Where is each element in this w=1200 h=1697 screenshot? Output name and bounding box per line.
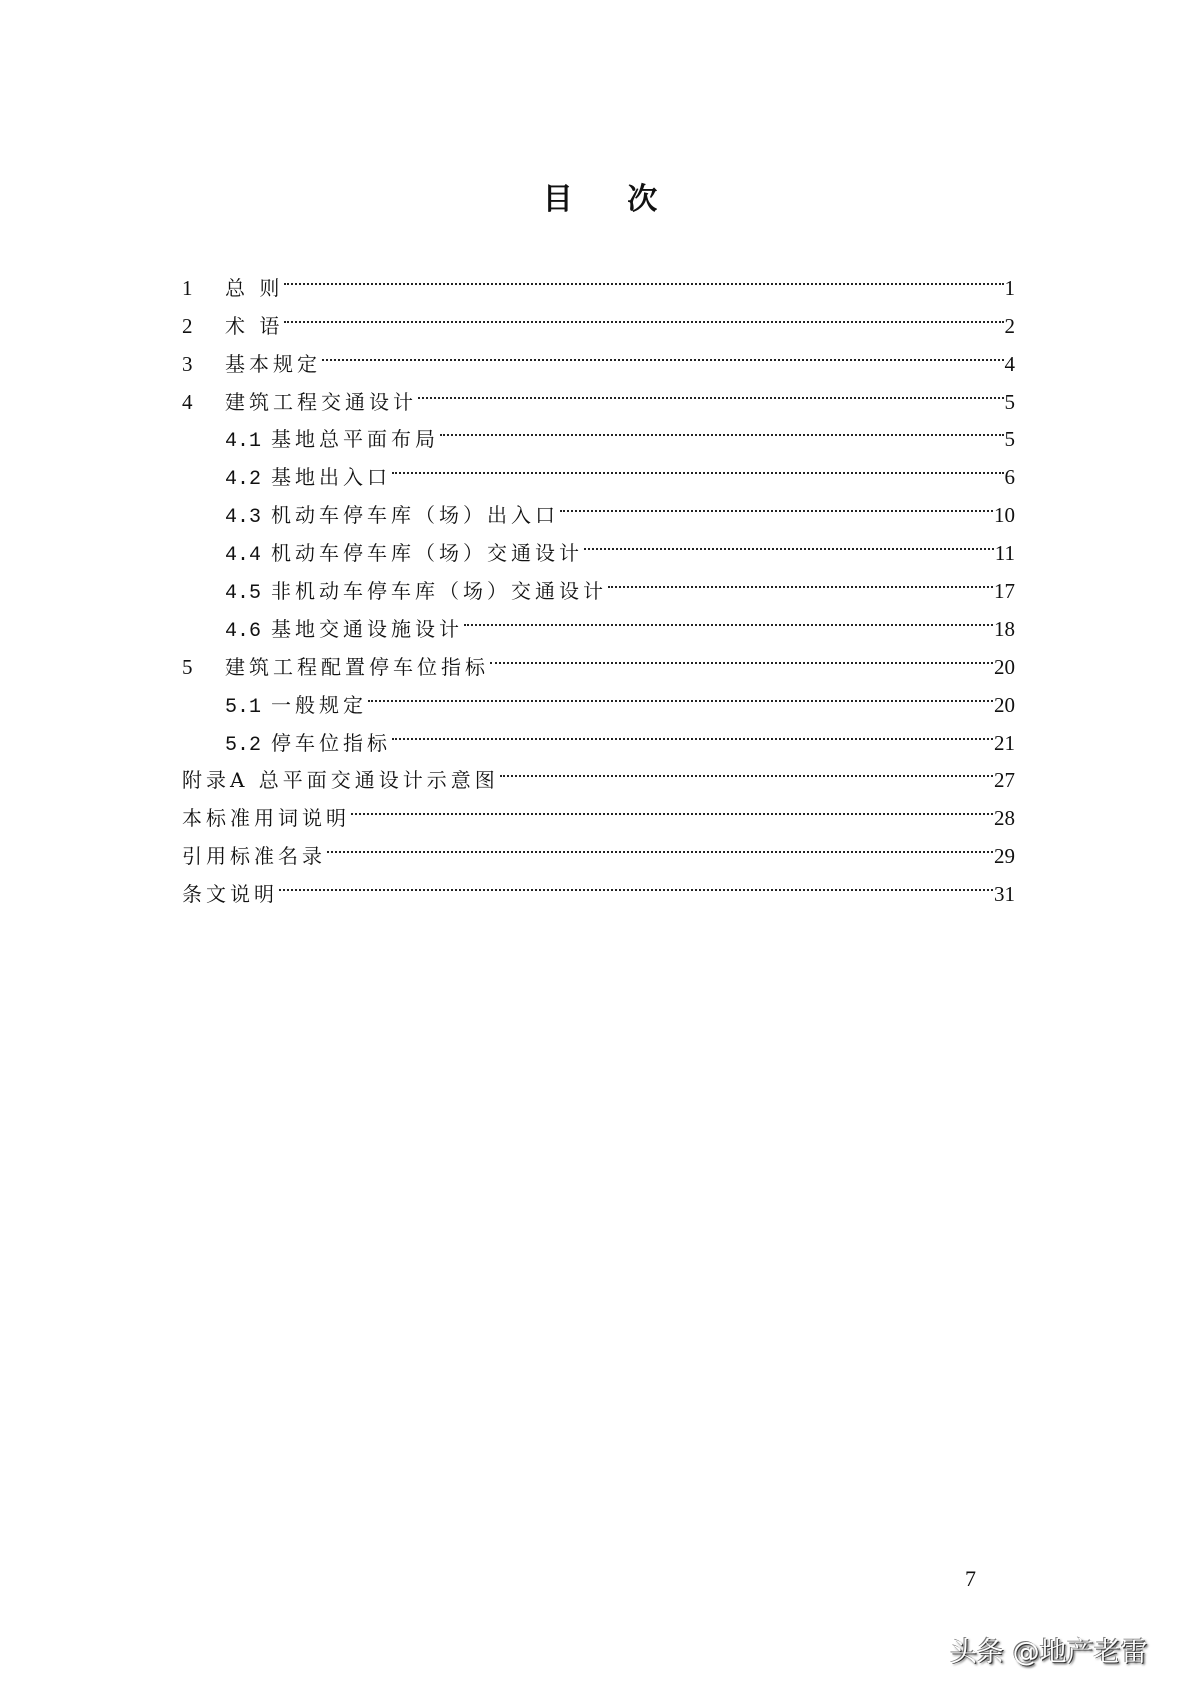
toc-entry-page: 28 xyxy=(994,806,1015,831)
toc-section-title: 机动车停车库（场）交通设计 xyxy=(271,541,584,566)
toc-section-title: 停车位指标 xyxy=(271,730,392,755)
toc-entry-page: 27 xyxy=(994,768,1015,793)
dot-leader xyxy=(418,371,1004,409)
toc-section-title: 基地出入口 xyxy=(271,465,392,490)
toc-entry-number: 5 xyxy=(182,654,193,679)
toc-entry-page: 5 xyxy=(1004,427,1015,452)
dot-leader xyxy=(392,446,1003,484)
toc-entry-label xyxy=(225,459,391,499)
page-title: 目 次 xyxy=(542,182,680,217)
dot-leader xyxy=(500,750,993,788)
toc-entry-explanation[interactable] xyxy=(182,863,1015,907)
table-of-contents xyxy=(182,257,1015,907)
toc-entry-page: 4 xyxy=(1004,351,1015,376)
dot-leader xyxy=(351,787,993,825)
toc-entry-label: 基本规定 xyxy=(225,351,321,376)
toc-entry-number: 4 xyxy=(182,389,193,414)
toc-entry-page: 6 xyxy=(1004,465,1015,490)
toc-entry-label: 附录A 总平面交通设计示意图 xyxy=(182,768,499,793)
toc-entry-label: 总 则 xyxy=(225,275,284,300)
toc-entry-page: 29 xyxy=(994,844,1015,869)
toc-entry-page: 5 xyxy=(1004,389,1015,414)
toc-entry-page: 20 xyxy=(994,692,1015,717)
toc-entry-label xyxy=(225,687,367,727)
toc-entry-label: 引用标准名录 xyxy=(182,844,326,869)
toc-section-title: 非机动车停车库（场）交通设计 xyxy=(271,579,608,604)
toc-entry-page: 21 xyxy=(994,730,1015,755)
toc-section-number: 4.6 xyxy=(225,619,262,643)
toc-entry-page: 17 xyxy=(994,579,1015,604)
toc-section-number: 4.2 xyxy=(225,468,262,492)
toc-section-number: 5.1 xyxy=(225,695,262,719)
toc-entry-page: 2 xyxy=(1004,313,1015,338)
toc-entry-page: 10 xyxy=(994,503,1015,528)
toc-section-number: 4.3 xyxy=(225,506,262,530)
toc-entry-label xyxy=(225,611,463,651)
toc-section-title: 基地交通设施设计 xyxy=(271,616,464,641)
dot-leader xyxy=(368,674,993,712)
toc-entry-label: 条文说明 xyxy=(182,882,278,907)
toc-entry-number: 3 xyxy=(182,351,193,376)
dot-leader xyxy=(279,863,993,901)
dot-leader xyxy=(584,522,994,560)
toc-entry-label: 本标准用词说明 xyxy=(182,806,350,831)
toc-section-title: 机动车停车库（场）出入口 xyxy=(271,503,560,528)
dot-leader xyxy=(322,333,1004,371)
toc-entry-page: 20 xyxy=(994,654,1015,679)
toc-entry-number: 2 xyxy=(182,313,193,338)
dot-leader xyxy=(560,484,993,522)
toc-entry-2[interactable] xyxy=(182,295,1015,338)
watermark: 头条 @地产老雷 xyxy=(950,1637,1148,1668)
dot-leader xyxy=(392,712,993,750)
dot-leader xyxy=(608,560,993,598)
toc-entry-number: 1 xyxy=(182,275,193,300)
page-number: 7 xyxy=(965,1566,976,1591)
dot-leader xyxy=(284,295,1003,333)
toc-entry-label xyxy=(225,535,583,575)
dot-leader xyxy=(490,636,993,674)
toc-section-number: 4.1 xyxy=(225,430,262,454)
toc-entry-3[interactable] xyxy=(182,333,1015,376)
dot-leader xyxy=(327,825,993,863)
toc-entry-label xyxy=(225,497,559,537)
dot-leader xyxy=(284,257,1003,295)
toc-entry-label: 建筑工程交通设计 xyxy=(225,389,417,414)
toc-entry-page: 31 xyxy=(994,882,1015,907)
dot-leader xyxy=(440,409,1003,447)
toc-entry-1[interactable] xyxy=(182,257,1015,300)
toc-section-title: 基地总平面布局 xyxy=(271,427,440,452)
toc-entry-page: 18 xyxy=(994,616,1015,641)
toc-section-number: 4.5 xyxy=(225,582,262,606)
toc-section-number: 4.4 xyxy=(225,544,262,568)
toc-entry-label xyxy=(225,725,391,765)
toc-entry-page: 1 xyxy=(1004,275,1015,300)
toc-entry-page: 11 xyxy=(994,541,1015,566)
dot-leader xyxy=(464,598,993,636)
toc-section-number: 5.2 xyxy=(225,733,262,757)
toc-entry-label: 建筑工程配置停车位指标 xyxy=(225,654,489,679)
toc-section-title: 一般规定 xyxy=(271,692,368,717)
toc-entry-label: 术 语 xyxy=(225,313,284,338)
